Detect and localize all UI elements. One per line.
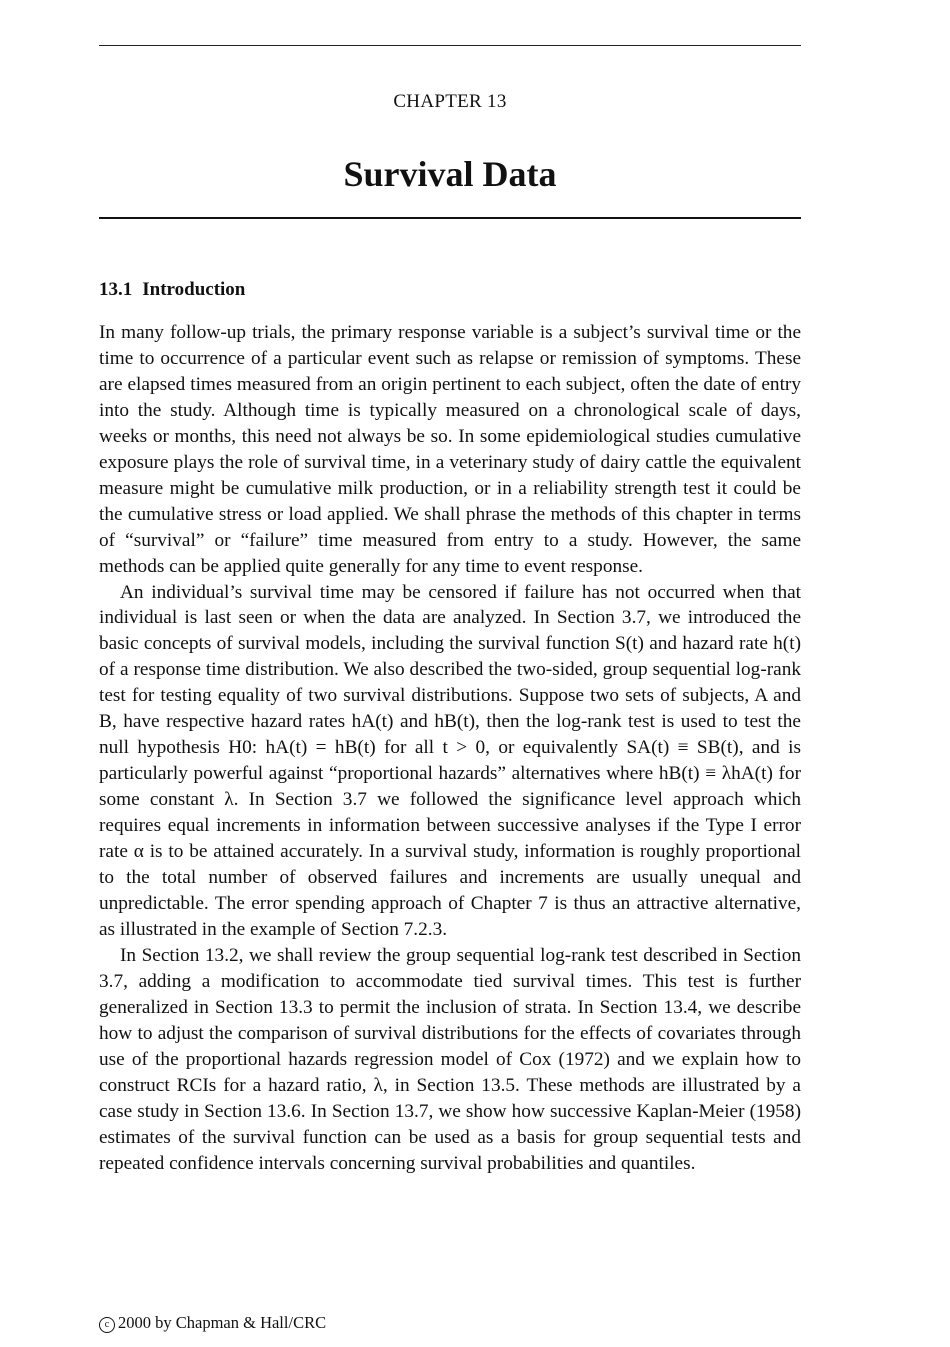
copyright-text: 2000 by Chapman & Hall/CRC — [118, 1313, 327, 1332]
chapter-label: CHAPTER 13 — [393, 91, 507, 112]
paragraph-2: An individual’s survival time may be censored if failure has not occurred when that individual is last seen or when the data are analyzed. In Section 3.7, we introduced the basic concepts of survival models, including the survival function S(t) and hazard rate h(t) of a response time distribution. We also described the two-sided, group sequential log-rank test for testing equality of two survival distributions. Suppose two sets of subjects, A and B, have respective hazard rates hA(t) and hB(t), then the log-rank test is used to test the null hypothesis H0: hA(t) = hB(t) for all t > 0, or equivalently SA(t) ≡ SB(t), and is particularly powerful against “proportional hazards” alternatives where hB(t) ≡ λhA(t) for some constant λ. In Section 3.7 we followed the significance level approach which requires equal increments in information between successive analyses if the Type I error rate α is to be attained accurately. In a survival study, information is roughly proportional to the total number of observed failures and increments are usually unequal and unpredictable. The error spending approach of Chapter 7 is thus an attractive alternative, as illustrated in the example of Section 7.2.3. — [99, 581, 801, 940]
section-heading — [99, 279, 245, 301]
top-rule — [99, 45, 801, 46]
copyright-footer — [99, 1313, 326, 1333]
section-number: 13.1 — [99, 279, 133, 300]
chapter-title: Survival Data — [343, 154, 557, 194]
paragraph-3: In Section 13.2, we shall review the group sequential log-rank test described in Section 3.7, adding a modification to accommodate tied survival times. This test is further generalized in Section 13.3 to permit the inclusion of strata. In Section 13.4, we describe how to adjust the comparison of survival distributions for the effects of covariates through use of the proportional hazards regression model of Cox (1972) and we explain how to construct RCIs for a hazard ratio, λ, in Section 13.5. These methods are illustrated by a case study in Section 13.6. In Section 13.7, we show how successive Kaplan-Meier (1958) estimates of the survival function can be used as a basis for group sequential tests and repeated confidence intervals concerning survival probabilities and quantiles. — [99, 944, 801, 1174]
paragraph-1: In many follow-up trials, the primary response variable is a subject’s survival time or the time to occurrence of a particular event such as relapse or remission of symptoms. These are elapsed times measured from an origin pertinent to each subject, often the date of entry into the study. Although time is typically measured on a chronological scale of days, weeks or months, this need not always be so. In some epidemiological studies cumulative exposure plays the role of survival time, in a veterinary study of dairy cattle the equivalent measure might be cumulative milk production, or in a reliability strength test it could be the cumulative stress or load applied. We shall phrase the methods of this chapter in terms of “survival” or “failure” time measured from entry to a study. However, the same methods can be applied quite generally for any time to event response. — [99, 322, 801, 577]
body-text — [99, 320, 801, 1176]
title-rule — [99, 217, 801, 219]
section-title: Introduction — [142, 279, 246, 300]
copyright-icon: c — [99, 1317, 115, 1333]
